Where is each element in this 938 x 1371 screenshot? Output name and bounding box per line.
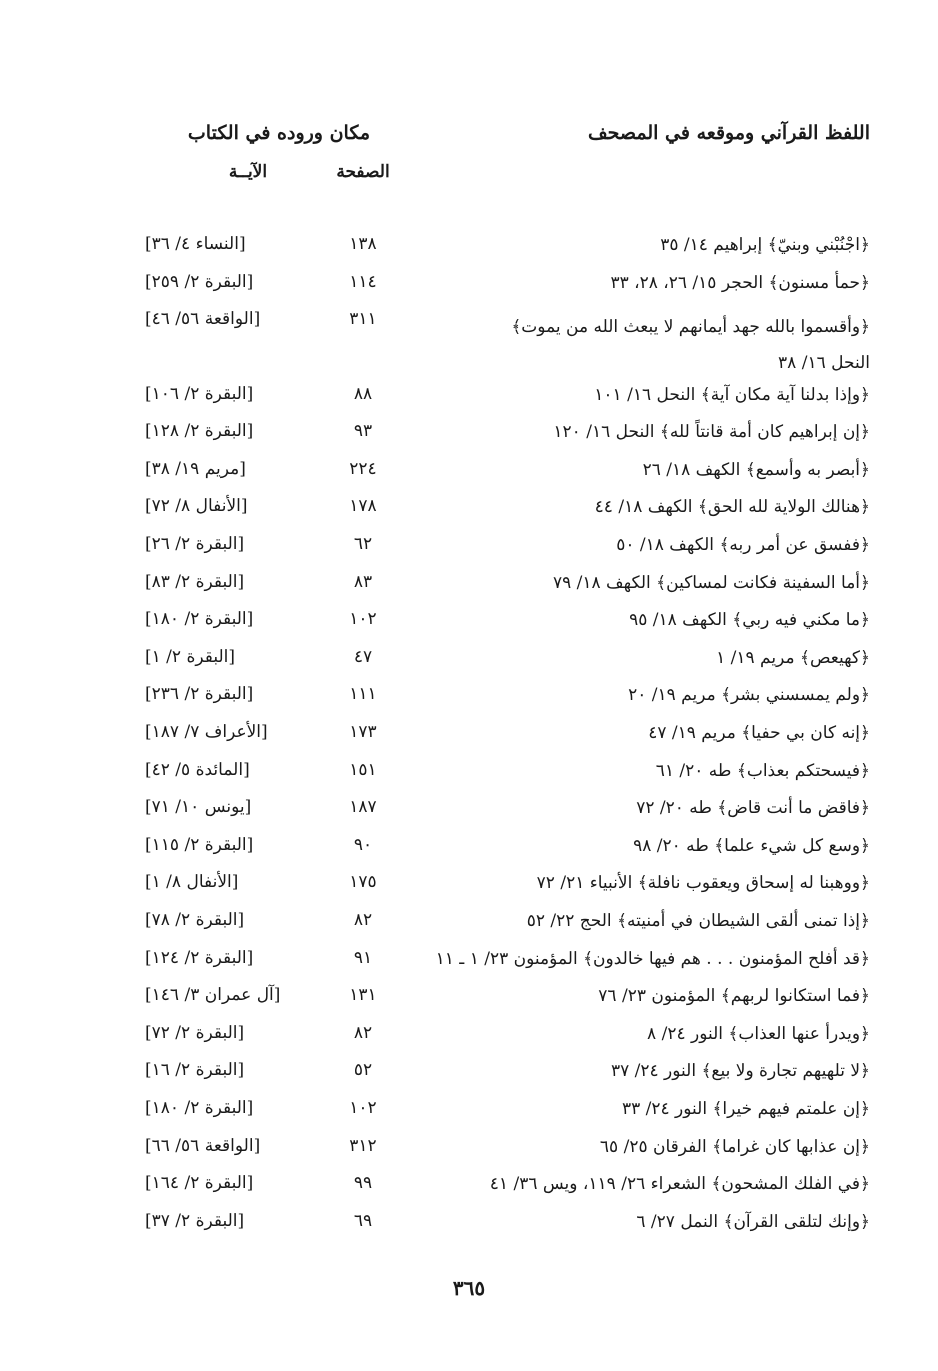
quranic-word-entry: ﴿وسع كل شيء علما﴾ طه ٢٠/ ٩٨	[633, 835, 870, 856]
quranic-word-entry: ﴿في الفلك المشحون﴾ الشعراء ٢٦/ ١١٩، ويس ٣٦/ ٤١	[489, 1174, 870, 1195]
page-reference: ١١٤	[349, 271, 377, 292]
quranic-word-entry: ﴿اجْنُبْني وبنيّ﴾ إبراهيم ١٤/ ٣٥	[660, 235, 870, 255]
quranic-word-entry: ﴿هنالك الولاية لله الحق﴾ الكهف ١٨/ ٤٤	[594, 497, 870, 518]
page-subheader: الصفحة	[336, 162, 390, 182]
table-row	[0, 720, 938, 758]
ayah-reference: [النساء ٤/ ٣٦]	[145, 234, 246, 254]
index-table	[0, 232, 938, 1246]
page-reference: ٦٢	[353, 534, 373, 555]
page-reference: ٦٩	[353, 1210, 373, 1231]
quranic-word-entry: ﴿ففسق عن أمر ربه﴾ الكهف ١٨/ ٥٠	[616, 535, 870, 556]
ayah-reference: [البقرة ٢/ ١٢٤]	[145, 947, 254, 968]
ayah-reference: [الواقعة ٥٦/ ٤٦]	[145, 309, 261, 330]
ayah-reference: [البقرة ٢/ ١٦٤]	[145, 1173, 254, 1194]
table-row	[0, 758, 938, 796]
table-row	[0, 419, 938, 457]
page-reference: ١٠٢	[349, 1097, 377, 1118]
page-reference: ٢٢٤	[349, 458, 377, 479]
page-reference: ١١١	[349, 684, 377, 705]
ayah-reference: [البقرة ٢/ ٨٣]	[145, 571, 245, 592]
quranic-word-entry: ﴿ولم يمسسني بشر﴾ مريم ١٩/ ٢٠	[628, 685, 870, 706]
table-row	[0, 1209, 938, 1247]
page-reference: ٥٢	[353, 1060, 373, 1081]
page-number: ٣٦٥	[452, 1276, 486, 1300]
quranic-word-entry: ﴿إن إبراهيم كان أمة قانتاً لله﴾ النحل ١٦/ ١٢٠	[553, 422, 870, 443]
quranic-word-entry: ﴿قد أفلح المؤمنون . . . هم فيها خالدون﴾ المؤمنون ٢٣/ ١ ـ ١١	[435, 948, 870, 969]
ayah-reference: [البقرة ٢/ ٧٨]	[145, 910, 245, 930]
table-row	[0, 607, 938, 645]
ayah-reference: [البقرة ٢/ ١٢٨]	[145, 421, 254, 442]
page-reference: ٨٨	[353, 383, 373, 404]
table-row	[0, 382, 938, 420]
word-column-header: اللفظ القرآني وموقعه في المصحف	[587, 122, 870, 144]
quranic-word-entry: ﴿إن علمتم فيهم خيرا﴾ النور ٢٤/ ٣٣	[621, 1098, 870, 1119]
quranic-word-entry: ﴿فما استكانوا لربهم﴾ المؤمنون ٢٣/ ٧٦	[598, 986, 870, 1007]
ayah-reference: [الأعراف ٧/ ١٨٧]	[145, 722, 268, 743]
table-row	[0, 232, 938, 270]
ayah-reference: [البقرة ٢/ ١٨٠]	[145, 1097, 254, 1118]
page-reference: ١٥١	[349, 759, 377, 780]
table-row	[0, 946, 938, 984]
quranic-word-entry: ﴿أبصر به وأسمع﴾ الكهف ١٨/ ٢٦	[642, 459, 870, 480]
ayah-reference: [البقرة ٢/ ٣٧]	[145, 1210, 245, 1231]
table-row	[0, 908, 938, 946]
table-row	[0, 1096, 938, 1134]
table-row	[0, 1134, 938, 1172]
quranic-word-entry: ﴿ويدرأ عنها العذاب﴾ النور ٢٤/ ٨	[647, 1023, 870, 1044]
table-row	[0, 307, 938, 382]
ayah-reference: [الأنفال ٨/ ٧٢]	[145, 496, 248, 517]
quranic-word-entry: ﴿فيسحتكم بعذاب﴾ طه ٢٠/ ٦١	[655, 760, 870, 781]
page-reference: ٣١٢	[349, 1135, 377, 1156]
place-column-header: مكان وروده في الكتاب	[187, 122, 370, 144]
page-reference: ٤٧	[353, 646, 373, 667]
page-reference: ٩٠	[353, 834, 373, 855]
page-reference: ١٠٢	[349, 609, 377, 630]
page-reference: ١٧٨	[349, 496, 377, 517]
page-reference: ١٨٧	[349, 797, 377, 818]
page-reference: ٩٩	[353, 1173, 373, 1194]
ayah-reference: [البقرة ٢/ ٢٥٩]	[145, 271, 254, 292]
page-reference: ١٣١	[349, 985, 377, 1006]
table-row	[0, 833, 938, 871]
ayah-reference: [البقرة ٢/ ١]	[145, 646, 236, 667]
table-row	[0, 645, 938, 683]
quranic-word-entry: ﴿وأقسموا بالله جهد أيمانهم لا يبعث الله من يموت﴾ النحل ١٦/ ٣٨	[511, 317, 870, 374]
page-reference: ٨٣	[353, 571, 373, 592]
ayah-subheader: الآيــة	[228, 162, 268, 182]
quranic-word-entry: ﴿ما مكني فيه ربي﴾ الكهف ١٨/ ٩٥	[629, 610, 870, 631]
page-reference: ٩٣	[353, 421, 373, 442]
quranic-word-entry: ﴿كهيعص﴾ مريم ١٩/ ١	[716, 647, 870, 668]
page-reference: ٩١	[353, 947, 373, 968]
ayah-reference: [يونس ١٠/ ٧١]	[145, 797, 252, 818]
table-row	[0, 983, 938, 1021]
quranic-word-entry: ﴿وإنك لتلقى القرآن﴾ النمل ٢٧/ ٦	[636, 1211, 870, 1232]
quranic-word-entry: ﴿إنه كان بي حفيا﴾ مريم ١٩/ ٤٧	[648, 723, 870, 744]
quranic-word-entry: ﴿لا تلهيهم تجارة ولا بيع﴾ النور ٢٤/ ٣٧	[610, 1061, 870, 1082]
quranic-word-entry: ﴿فاقض ما أنت قاض﴾ طه ٢٠/ ٧٢	[636, 798, 870, 819]
ayah-reference: [الواقعة ٥٦/ ٦٦]	[145, 1135, 261, 1156]
ayah-reference: [البقرة ٢/ ٧٢]	[145, 1022, 245, 1043]
quranic-word-entry: ﴿إذا تمنى ألقى الشيطان في أمنيته﴾ الحج ٢٢/ ٥٢	[526, 911, 870, 931]
table-row	[0, 270, 938, 308]
ayah-reference: [الأنفال ٨/ ١]	[145, 872, 239, 893]
table-row	[0, 494, 938, 532]
ayah-reference: [المائدة ٥/ ٤٢]	[145, 759, 250, 780]
page-reference: ٨٢	[353, 910, 373, 930]
ayah-reference: [مريم ١٩/ ٣٨]	[145, 458, 246, 479]
table-row	[0, 870, 938, 908]
table-row	[0, 457, 938, 495]
quranic-word-entry: ﴿حمأ مسنون﴾ الحجر ١٥/ ٢٦، ٢٨، ٣٣	[610, 272, 870, 293]
page-reference: ٣١١	[349, 309, 377, 330]
table-row	[0, 682, 938, 720]
ayah-reference: [آل عمران ٣/ ١٤٦]	[145, 985, 281, 1006]
page-reference: ١٣٨	[349, 234, 377, 254]
table-row	[0, 1171, 938, 1209]
ayah-reference: [البقرة ٢/ ١٨٠]	[145, 609, 254, 630]
ayah-reference: [البقرة ٢/ ٢٦]	[145, 534, 245, 555]
table-row	[0, 795, 938, 833]
page-reference: ٨٢	[353, 1022, 373, 1043]
ayah-reference: [البقرة ٢/ ٢٣٦]	[145, 684, 254, 705]
quranic-word-entry: ﴿وإذا بدلنا آية مكان آية﴾ النحل ١٦/ ١٠١	[594, 384, 870, 405]
table-row	[0, 1058, 938, 1096]
ayah-reference: [البقرة ٢/ ١٠٦]	[145, 383, 254, 404]
quranic-word-entry: ﴿أما السفينة فكانت لمساكين﴾ الكهف ١٨/ ٧٩	[552, 572, 870, 593]
table-row	[0, 570, 938, 608]
ayah-reference: [البقرة ٢/ ١٦]	[145, 1060, 245, 1081]
page-reference: ١٧٥	[349, 872, 377, 893]
quranic-word-entry: ﴿إن عذابها كان غراما﴾ الفرقان ٢٥/ ٦٥	[599, 1136, 870, 1157]
quranic-word-entry: ﴿ووهبنا له إسحاق ويعقوب نافلة﴾ الأنبياء ٢١/ ٧٢	[536, 873, 870, 894]
page-reference: ١٧٣	[349, 722, 377, 743]
ayah-reference: [البقرة ٢/ ١١٥]	[145, 834, 254, 855]
table-row	[0, 1021, 938, 1059]
table-row	[0, 532, 938, 570]
